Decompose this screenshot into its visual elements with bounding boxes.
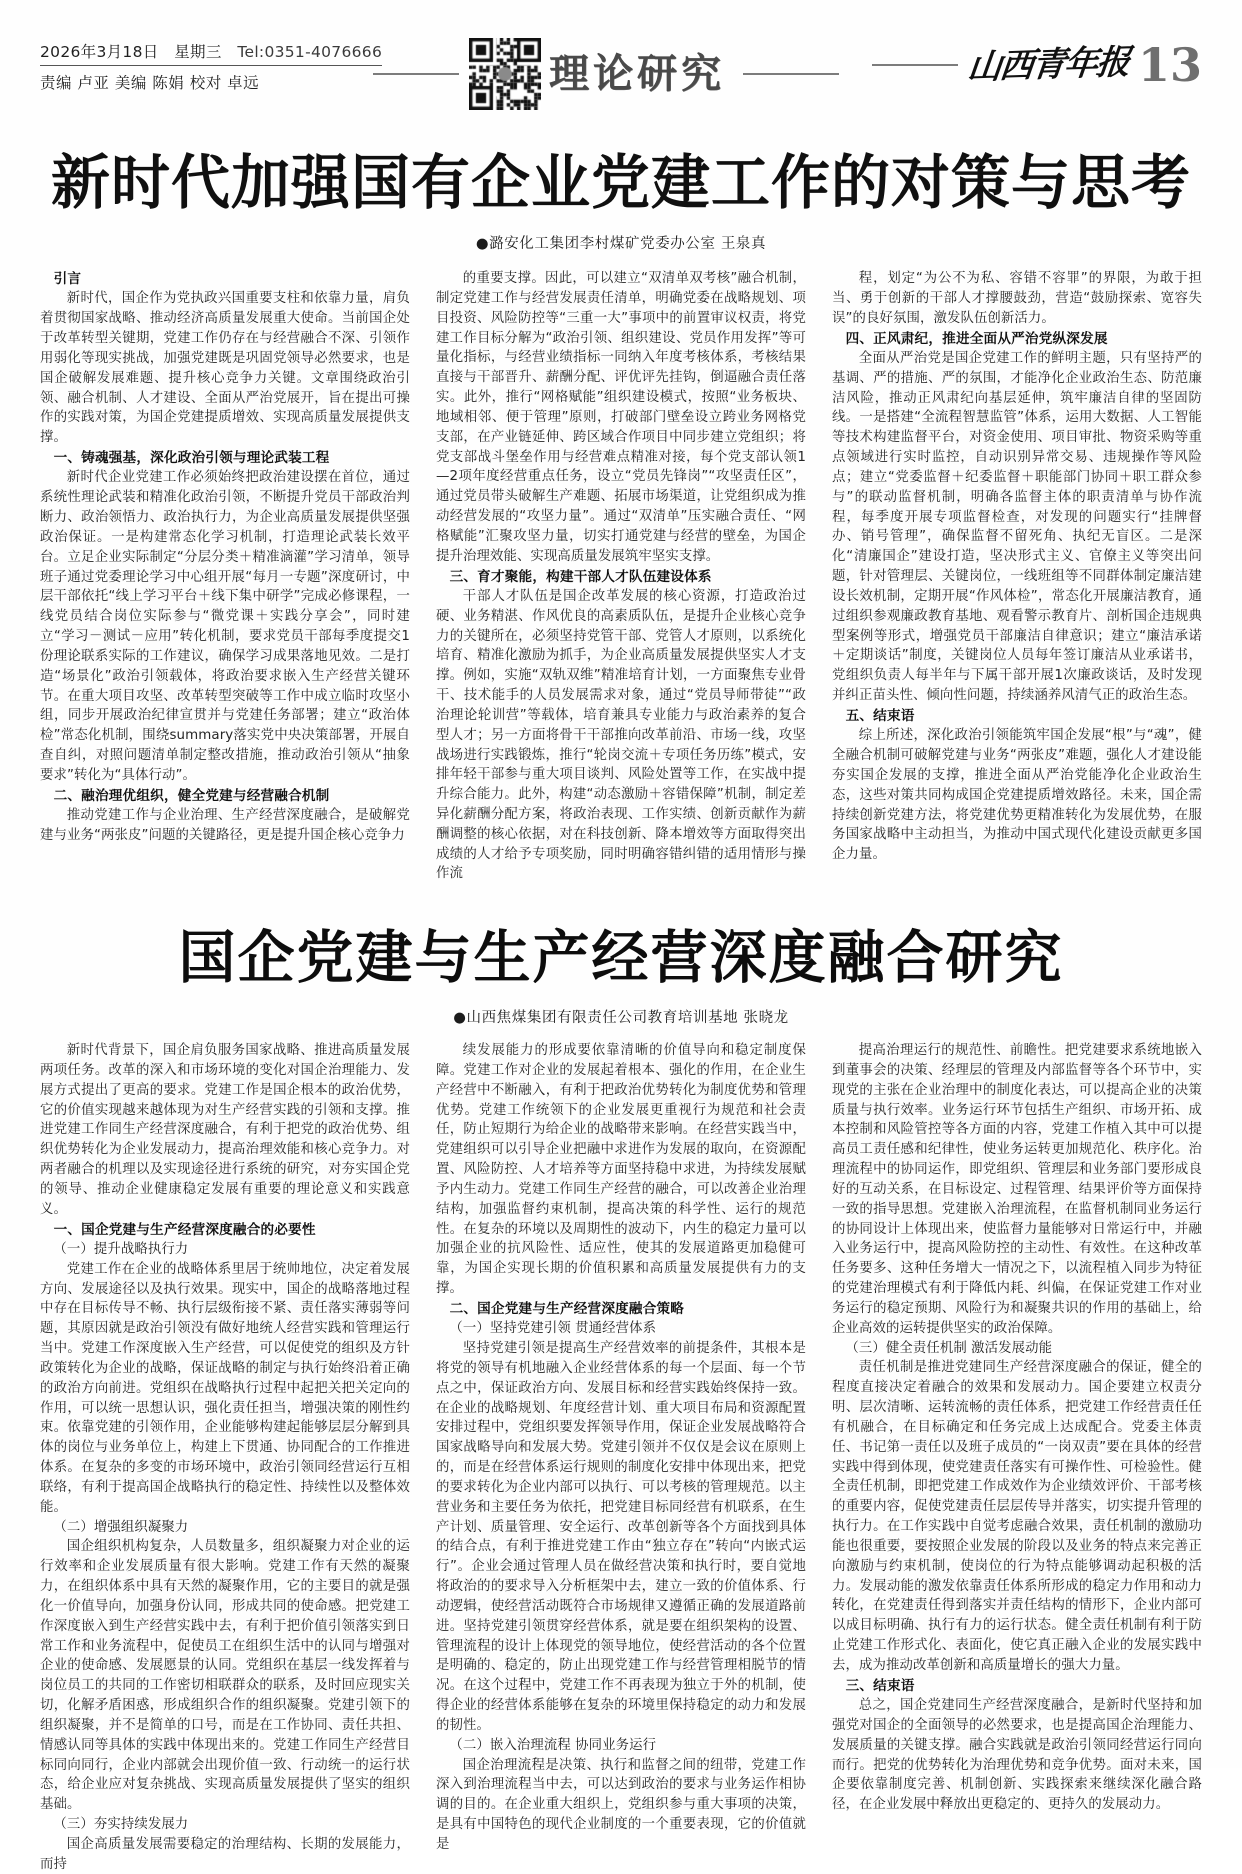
- section-heading: 四、正风肃纪，推进全面从严治党纵深发展: [845, 330, 1108, 347]
- publication-weekday: 星期三: [174, 43, 222, 61]
- section-heading: （一）提升战略执行力: [53, 1241, 189, 1257]
- decorative-rule-left: [373, 73, 459, 75]
- masthead-left-info: [40, 36, 383, 93]
- section-heading: 一、国企党建与生产经营深度融合的必要性: [53, 1221, 316, 1238]
- body-paragraph: 责任机制是推进党建同生产经营深度融合的保证，健全的程度直接决定着融合的效果和发展动力。国企要建立权责分明、层次清晰、运转流畅的责任体系，把党建工作经营责任任有机融合，在目标确定和任务完成上达成配合。党委主体责任、书记第一责任以及班子成员的“一岗双责”要在具体的经营实践中得到体现，使党建责任落实有可操作性、可检验性。健全责任机制，即把党建工作成效作为企业绩效评价、干部考核的重要内容，促使党建责任层层传导并落实，切实提升管理的执行力。在工作实践中自觉考虑融合效果，责任机制的激励功能也很重要，要按照企业发展的阶段以及业务的特点来完善正向激励与约束机制，使岗位的行为特点能够调动起积极的活力。发展动能的激发依靠责任体系所形成的稳定力作用和动力转化，在党建责任得到落实并责任结构的情形下，企业内部可以成目标明确、执行有力的运行状态。健全责任机制有利于防止党建工作形式化、表面化，使它真正融入企业的发展实践中去，成为推动改革创新和高质量增长的强大力量。: [832, 1360, 1202, 1673]
- article-two-column-2: [436, 1041, 806, 1874]
- masthead-section-block: [340, 36, 872, 110]
- section-heading: 五、结束语: [845, 707, 915, 724]
- body-paragraph: 新时代企业党建工作必须始终把政治建设摆在首位，通过系统性理论武装和精准化政治引领，不断提升党员干部政治判断力、政治领悟力、政治执行力，为企业高质量发展提供坚强政治保证。一是构建常态化学习机制，打造理论武装长效平台。立足企业实际制定“分层分类＋精准滴灌”学习清单，领导班子通过党委理论学习中心组开展“每月一专题”深度研讨，中层干部依托“线上学习平台＋线下集中研学”完成必修课程，一线党员结合岗位实际参与“微党课＋实践分享会”，同时建立“学习－测试－应用”转化机制，要求党员干部每季度提交1份理论联系实际的工作建议，确保学习成果落地见效。二是打造“场景化”政治引领载体，将政治要求嵌入生产经营关键环节。在重大项目攻坚、改革转型突破等工作中成立临时攻坚小组，同步开展政治纪律宣贯并与党建任务部署；建立“政治体检”常态化机制，围绕summary落实党中央决策部署，开展自查自纠，对照问题清单制定整改措施，推动政治引领从“抽象要求”转化为“具体行动”。: [40, 470, 410, 783]
- section-heading: 三、结束语: [845, 1677, 915, 1694]
- body-paragraph: 干部人才队伍是国企改革发展的核心资源，打造政治过硬、业务精湛、作风优良的高素质队伍，是提升企业核心竞争力的关键所在，必须坚持党管干部、党管人才原则，以系统化培育、精准化激励为抓手，为企业高质量发展提供坚实人才支撑。例如，实施“双轨双维”精准培育计划，一方面聚焦专业骨干、技术能手的人员发展需求对象，通过“党员导师带徒”“政治理论轮训营”等载体，培育兼具专业能力与政治素养的复合型人才；另一方面将骨干干部推向改革前沿、市场一线，攻坚战场进行实践锻炼，推行“轮岗交流＋专项任务历练”模式，安排年轻干部参与重大项目谈判、风险处置等工作，在实战中提升综合能力。此外，构建“动态激励＋容错保障”机制，制定差异化薪酬分配方案，将政治表现、工作实绩、创新贡献作为薪酬调整的核心依据，对在科技创新、降本增效等方面取得突出成绩的人才给予专项奖励，同时明确容错纠错的适用情形与操作流: [436, 588, 806, 882]
- qr-code-icon[interactable]: [469, 38, 541, 110]
- publication-date-row: [40, 40, 382, 66]
- body-paragraph: 坚持党建引领是提高生产经营效率的前提条件，其根本是将党的领导有机地融入企业经营体系的每一个层面、每一个节点之中，保证政治方向、发展目标和经营实践始终保持一致。在企业的战略规划、年度经营计划、重大项目布局和资源配置安排过程中，党组织要发挥领导作用，保证企业发展战略符合国家战略导向和发展大势。党建引领并不仅仅是会议在原则上的，而是在经营体系运行规则的制度化安排中体现出来，把党的要求转化为企业内部可以执行、可以考核的管理规范。以主营业务和主要任务为依托，把党建目标同经营有机联系，在生产计划、质量管理、安全运行、改革创新等各个方面找到具体的结合点，有利于推进党建工作由“独立存在”转向“内嵌式运行”。企业会通过管理人员在做经营决策和执行时，要自觉地将政治的的要求导入分析框架中去，建立一致的价值体系、行动逻辑，使经营活动既符合市场规律又遵循正确的发展道路前进。坚持党建引领贯穿经营体系，就是要在组织架构的设置、管理流程的设计上体现党的领导地位，使经营活动的各个位置是明确的、稳定的，防止出现党建工作与经营管理相脱节的情况。在这个过程中，党建工作不再表现为独立于外的机制，使得企业的经营体系能够在复杂的环境里保持稳定的动力和发展的韧性。: [436, 1341, 806, 1733]
- article-two: [40, 926, 1202, 1874]
- body-paragraph: 国企组织机构复杂，人员数量多，组织凝聚力对企业的运行效率和企业发展质量有很大影响。党建工作有天然的凝聚力，在组织体系中具有天然的凝聚作用，它的主要目的就是强化一价值导向，加强身份认同，形成共同的使命感。把党建工作深度嵌入到生产经营实践中去，有利于把价值引领落实到日常工作和业务流程中，促使员工在组织生活中的认同与增强对企业的使命感、发展愿景的认同。党组织在基层一线发挥着与岗位员工的共同的工作密切相联群众的联系，及时回应现实关切，化解矛盾困惑，形成组织合作的组织凝聚。党建引领下的组织凝聚，并不是简单的口号，而是在工作协同、责任共担、情感认同等具体的实践中体现出来的。党建工作同生产经营目标同向同行，企业内部就会出现价值一致、行动统一的运行状态，给企业应对复杂挑战、实现高质量发展提供了坚实的组织基础。: [40, 1539, 410, 1813]
- section-heading: 二、国企党建与生产经营深度融合策略: [449, 1300, 685, 1317]
- body-paragraph: 的重要支撑。因此，可以建立“双清单双考核”融合机制，制定党建工作与经营发展责任清单，明确党委在战略规划、项目投资、风险防控等“三重一大”事项中的前置审议权责，将党建工作目标分解为“政治引领、组织建设、党员作用发挥”等可量化指标，与经营业绩指标一同纳入年度考核体系，考核结果直接与干部晋升、薪酬分配、评优评先挂钩，倒逼融合责任落实。此外，推行“网格赋能”组织建设模式，按照“业务板块、地域相邻、便于管理”原则，打破部门壁垒设立跨业务网格党支部，在产业链延伸、跨区域合作项目中同步建立党组织；将党支部战斗堡垒作用与经营难点精准对接，每个党支部认领1—2项年度经营重点任务，设立“党员先锋岗”“攻坚责任区”，通过党员带头破解生产难题、拓展市场渠道，让党组织成为推动经营发展的“攻坚力量”。通过“双清单”压实融合责任、“网格赋能”汇聚攻坚力量，切实打通党建与经营的壁垒，为国企提升治理效能、实现高质量发展筑牢坚实支撑。: [436, 271, 806, 564]
- masthead: [40, 0, 1202, 114]
- section-heading: （一）坚持党建引领 贯通经营体系: [449, 1321, 657, 1337]
- newspaper-brand-logo: 山西青年报: [965, 42, 1131, 88]
- body-paragraph: 全面从严治党是国企党建工作的鲜明主题，只有坚持严的基调、严的措施、严的氛围，才能净化企业政治生态、防范廉洁风险，推动正风肃纪向基层延伸，筑牢廉洁自律的坚固防线。一是搭建“全流程智慧监管”体系，运用大数据、人工智能等技术构建监督平台，对资金使用、项目审批、物资采购等重点领域进行实时监控，自动识别异常交易、违规操作等风险点；建立“党委监督＋纪委监督＋职能部门协同＋职工群众参与”的联动监督机制，明确各监督主体的职责清单与协作流程，每季度开展专项监督检查，对发现的问题实行“挂牌督办、销号管理”，确保监督不留死角、执纪无盲区。二是深化“清廉国企”建设打造，坚决形式主义、官僚主义等突出问题，针对管理层、关键岗位，一线班组等不同群体制定廉洁建设长效机制，定期开展“作风体检”，常态化开展廉洁教育，通过组织参观廉政教育基地、观看警示教育片、剖析国企违规典型案例等形式，增强党员干部廉洁自律意识；建立“廉洁承诺＋定期谈话”制度，关键岗位人员每年签订廉洁从业承诺书，党组织负责人每半年与下属干部开展1次廉政谈话，及时发现并纠正苗头性、倾向性问题，持续涵养风清气正的政治生态。: [832, 350, 1202, 704]
- body-paragraph: 续发展能力的形成要依靠清晰的价值导向和稳定制度保障。党建工作对企业的发展起着根本、强化的作用，在企业生产经营中不断融入，有利于把政治优势转化为制度优势和管理优势。党建工作统领下的企业发展更重视行为规范和社会责任，防止短期行为给企业的战略带来影响。在经营实践当中，党建组织可以引导企业把融中求进作为发展的取向，在资源配置、风险防控、人才培养等方面坚持稳中求进，为持续发展赋予内生动力。党建工作同生产经营的融合，可以改善企业治理结构，加强监督约束机制，提高决策的科学性、运行的规范性。在复杂的环境以及周期性的波动下，内生的稳定力量可以加强企业的抗风险性、适应性，使其的发展道路更加稳健可靠，为国企实现长期的价值积累和高质量发展提供有力的支撑。: [436, 1043, 806, 1297]
- article-two-column-3: [832, 1041, 1202, 1874]
- section-heading: 三、育才聚能，构建干部人才队伍建设体系: [449, 568, 712, 585]
- masthead-brand-block: [872, 36, 1202, 92]
- article-one-column-2: [436, 269, 806, 884]
- article-two-byline: ●山西焦煤集团有限责任公司教育培训基地 张晓龙: [453, 1010, 789, 1027]
- contact-phone: Tel:0351-4076666: [237, 43, 383, 61]
- article-one: [40, 150, 1202, 884]
- article-one-column-3: [832, 269, 1202, 884]
- body-paragraph: 总之，国企党建同生产经营深度融合，是新时代坚持和加强党对国企的全面领导的必然要求，也是提高国企治理能力、发展质量的关键支撑。融合实践就是政治引领同经营运行同向而行。把党的优势转化为治理优势和竞争优势。面对未来，国企要依靠制度完善、机制创新、实践探索来继续深化融合路径，在企业发展中释放出更稳定的、更持久的发展动力。: [832, 1698, 1202, 1813]
- article-two-columns: [40, 1041, 1202, 1874]
- body-paragraph: 综上所述，深化政治引领能筑牢国企发展“根”与“魂”，健全融合机制可破解党建与业务“两张皮”难题，强化人才建设能夯实国企发展的支撑，推进全面从严治党能净化企业政治生态，这些对策共同构成国企党建提质增效路径。未来，国企需持续创新党建方法，将党建优势更精准转化为发展优势，在服务国家战略中主动担当，为推动中国式现代化建设贡献更多国企力量。: [832, 728, 1202, 863]
- article-one-byline: ●潞安化工集团李村煤矿党委办公室 王泉真: [475, 236, 767, 253]
- article-two-column-1: [40, 1041, 410, 1874]
- body-paragraph: 党建工作在企业的战略体系里居于统帅地位，决定着发展方向、发展途径以及执行效果。现实中，国企的战略落地过程中存在目标传导不畅、执行层级衔接不紧、责任落实薄弱等问题，其原因就是政治引领没有做好地统人经营实践和管理运行当中。党建工作深度嵌入生产经营，可以促使党的组织及方针政策转化为企业的战略，保证战略的制定与执行始终沿着正确的政治方向前进。党组织在战略执行过程中起把关把关定向的作用，可以统一思想认识，强化责任担当，增强决策的刚性约束。依靠党建的引领作用，企业能够构建起能够层层分解到具体的岗位与业务单位上，构建上下贯通、协同配合的工作推进体系。在复杂的多变的市场环境中，政治引领同经营运行互相联络，有利于提高国企战略执行的稳定性、持续性以及整体效能。: [40, 1261, 410, 1515]
- article-one-columns: [40, 269, 1202, 884]
- section-heading: （二）增强组织凝聚力: [53, 1519, 189, 1535]
- body-paragraph: 新时代背景下，国企肩负服务国家战略、推进高质量发展两项任务。改革的深入和市场环境的变化对国企治理能力、发展方式提出了更高的要求。党建工作是国企根本的政治优势，它的价值实现越来越体现为对生产经营实践的引领和支撑。推进党建工作同生产经营深度融合，有利于把党的政治优势、组织优势转化为企业发展动力，提高治理效能和核心竞争力。对两者融合的机理以及实现途径进行系统的研究，对夯实国企党的领导、推动企业健康稳定发展有重要的理论意义和实践意义。: [40, 1043, 410, 1217]
- article-one-column-1: [40, 269, 410, 884]
- body-paragraph: 提高治理运行的规范性、前瞻性。把党建要求系统地嵌入到董事会的决策、经理层的管理及内部监督等各个环节中，实现党的主张在企业治理中的制度化表达，可以提高企业的决策质量与执行效率。业务运行环节包括生产组织、市场开拓、成本控制和风险管控等各方面的内容，党建工作植入其中可以提高员工责任感和纪律性，使业务运转更加规范化、秩序化。治理流程中的协同运作，即党组织、管理层和业务部门要形成良好的互动关系，在目标设定、过程管理、结果评价等方面保持一致的指导思想。党建嵌入治理流程，在监督机制同业务运行的协同设计上体现出来，使监督力量能够对日常运行中，并融入业务运行中，提高风险防控的主动性、有效性。在这种改革任务要多、这种任务增大一情况之下，以流程植入同步为特征的党建治理模式有利于降低内耗、纠偏，在保证党建工作对业务运行的稳定预期、风险行为和凝聚共识的作用的基础上，给企业高效的运转提供坚实的政治保障。: [832, 1043, 1202, 1336]
- decorative-rule-right: [743, 73, 839, 75]
- publication-date: 2026年3月18日: [40, 43, 159, 61]
- section-heading: （二）嵌入治理流程 协同业务运行: [449, 1737, 657, 1753]
- section-heading: 引言: [53, 271, 82, 288]
- section-heading: （三）健全责任机制 激活发展动能: [845, 1340, 1053, 1356]
- body-paragraph: 新时代，国企作为党执政兴国重要支柱和依靠力量，肩负着贯彻国家战略、推动经济高质量发展重大使命。当前国企处于改革转型关键期，党建工作仍存在与经营融合不深、引领作用弱化等现实挑战，加强党建既是巩固党领导必然要求，也是国企破解发展难题、提升核心竞争力关键。文章围绕政治引领、融合机制、人才建设、全面从严治党展开，旨在提出可操作的实践对策，为国企党建提质增效、实现高质量发展提供支撑。: [40, 291, 410, 446]
- section-title: 理论研究: [549, 50, 725, 97]
- body-paragraph: 推动党建工作与企业治理、生产经营深度融合，是破解党建与业务“两张皮”问题的关键路径，更是提升国企核心竞争力: [40, 808, 410, 843]
- page-number: 13: [1137, 38, 1202, 92]
- editorial-credits: 责编 卢亚 美编 陈娟 校对 卓远: [40, 74, 260, 92]
- section-heading: （三）夯实持续发展力: [53, 1817, 189, 1832]
- article-one-headline: 新时代加强国有企业党建工作的对策与思考: [50, 148, 1191, 217]
- body-paragraph: 国企高质量发展需要稳定的治理结构、长期的发展能力，而持: [40, 1836, 410, 1872]
- body-paragraph: 程，划定“为公不为私、容错不容罪”的界限，为敢于担当、勇于创新的干部人才撑腰鼓劲，营造“鼓励探索、宽容失误”的良好氛围，激发队伍创新活力。: [832, 271, 1202, 326]
- decorative-rule-brand: [872, 64, 958, 66]
- body-paragraph: 国企治理流程是决策、执行和监督之间的纽带，党建工作深入到治理流程当中去，可以达到政治的要求与业务运作相协调的目的。在企业重大组织上，党组织参与重大事项的决策，是具有中国特色的现代企业制度的一个重要表现，它的价值就是: [436, 1757, 806, 1852]
- section-heading: 二、融治理优组织，健全党建与经营融合机制: [53, 787, 330, 804]
- article-two-headline: 国企党建与生产经营深度融合研究: [178, 924, 1064, 992]
- section-heading: 一、铸魂强基，深化政治引领与理论武装工程: [53, 450, 330, 467]
